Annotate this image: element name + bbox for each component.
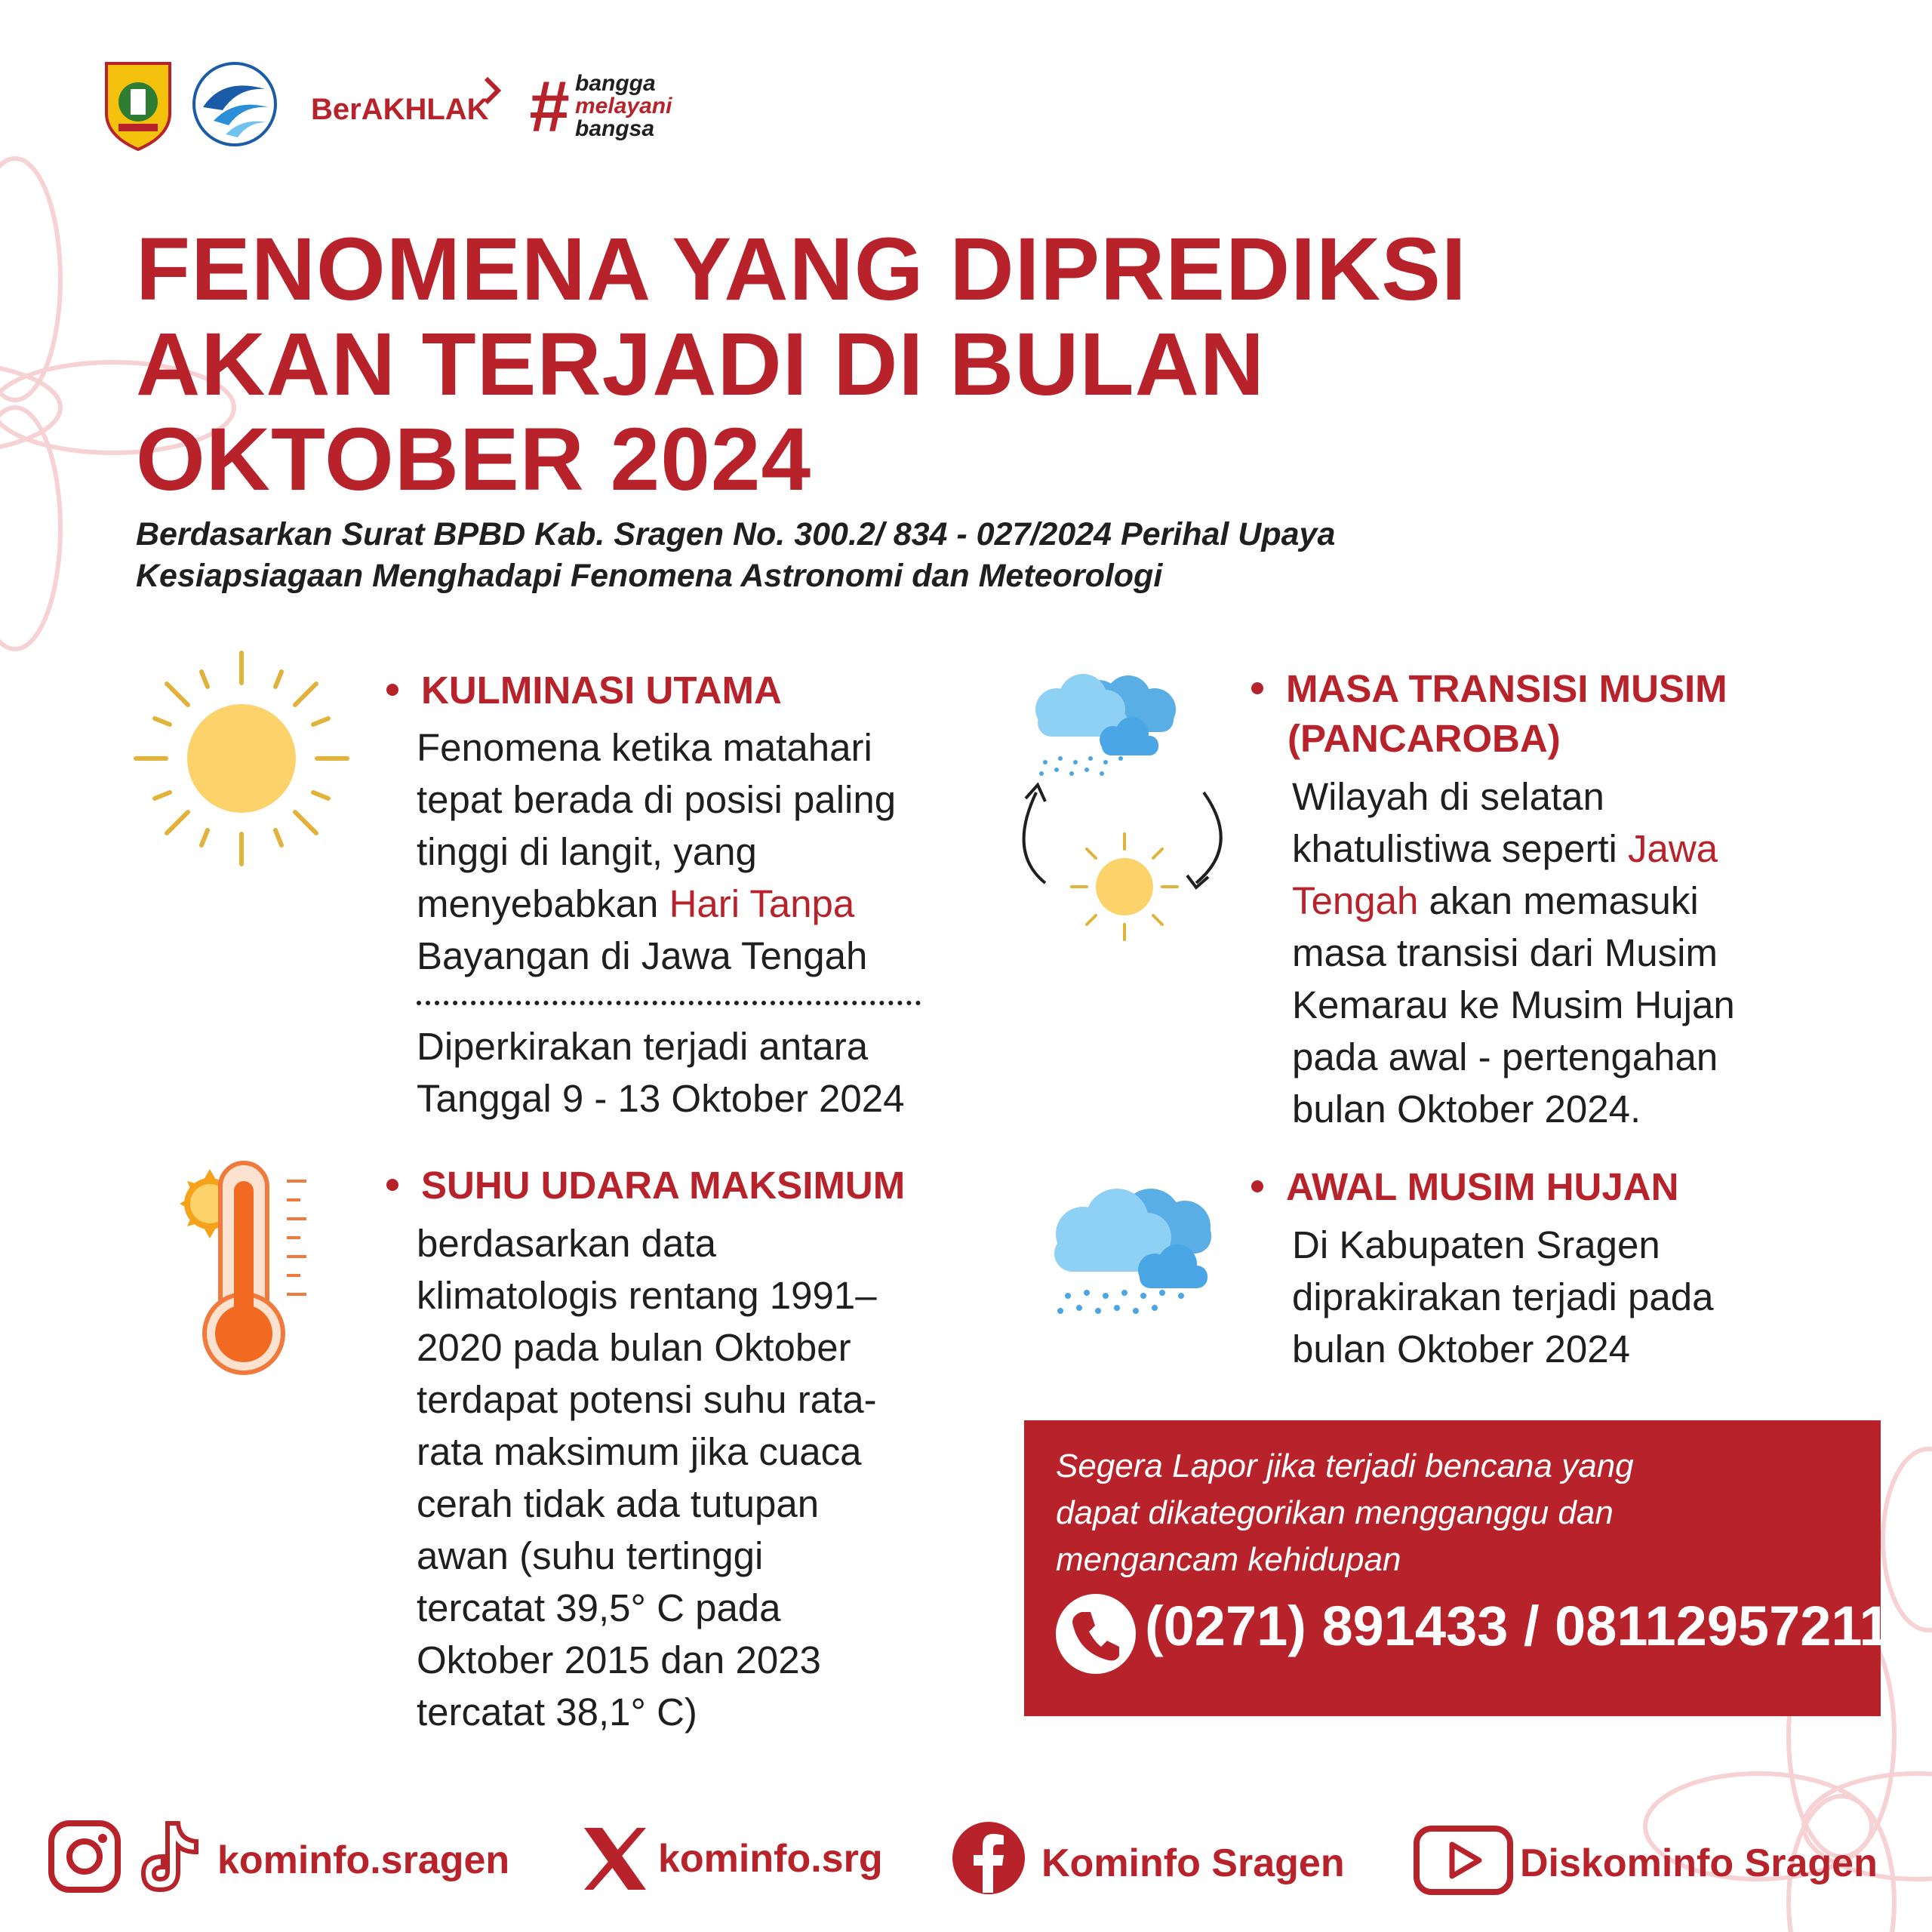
tagline-melayani: melayani: [575, 94, 672, 118]
facebook-handle[interactable]: Kominfo Sragen: [1041, 1841, 1345, 1885]
suhu-text-line-5: rata maksimum jika cuaca: [417, 1430, 862, 1473]
hotline-phone-number[interactable]: (0271) 891433 / 08112957211: [1145, 1595, 1890, 1657]
report-callout-box: [1024, 1420, 1890, 1716]
kulminasi-text-line-4: menyebabkan Hari Tanpa: [417, 882, 855, 925]
berakhlak-logo: BerAKHLAK: [311, 93, 489, 126]
bullet-icon: [1251, 1180, 1263, 1192]
tagline-bangga: bangga: [575, 71, 656, 96]
suhu-text-line-6: cerah tidak ada tutupan: [417, 1482, 820, 1525]
page-title-line-1: FENOMENA YANG DIPREDIKSI: [136, 220, 1467, 319]
kulminasi-date-line-1: Diperkirakan terjadi antara: [417, 1025, 869, 1068]
instagram-icon[interactable]: [47, 1819, 122, 1894]
subtitle-line-2: Kesiapsiagaan Menghadapi Fenomena Astronomi dan Meteorologi: [136, 558, 1163, 594]
phone-icon: [1056, 1594, 1136, 1674]
highlight-tengah: Tengah: [1292, 879, 1419, 922]
pancaroba-text-line-2: khatulistiwa seperti Jawa: [1292, 827, 1718, 870]
subtitle-line-1: Berdasarkan Surat BPBD Kab. Sragen No. 300.2/ 834 - 027/2024 Perihal Upaya: [136, 516, 1336, 552]
kulminasi-text-line-3: tinggi di langit, yang: [417, 830, 757, 873]
pancaroba-text-line-7: bulan Oktober 2024.: [1292, 1088, 1641, 1131]
pancaroba-text-line-1: Wilayah di selatan: [1292, 775, 1604, 818]
suhu-text-line-10: tercatat 38,1° C): [417, 1690, 697, 1734]
highlight-jawa: Jawa: [1628, 827, 1718, 870]
x-icon[interactable]: [581, 1825, 649, 1893]
suhu-text-line-7: awan (suhu tertinggi: [417, 1534, 764, 1577]
kulminasi-date-line-2: Tanggal 9 - 13 Oktober 2024: [417, 1077, 905, 1120]
suhu-text-line-8: tercatat 39,5° C pada: [417, 1586, 781, 1629]
youtube-handle[interactable]: Diskominfo Sragen: [1520, 1841, 1878, 1885]
callout-text-line-1: Segera Lapor jika terjadi bencana yang: [1056, 1447, 1634, 1484]
kulminasi-heading: KULMINASI UTAMA: [386, 666, 782, 715]
hashtag-logo: #: [528, 66, 569, 147]
hujan-heading: AWAL MUSIM HUJAN: [1251, 1162, 1678, 1212]
instagram-tiktok-handle[interactable]: kominfo.sragen: [217, 1838, 510, 1882]
youtube-icon[interactable]: [1413, 1825, 1514, 1896]
suhu-text-line-4: terdapat potensi suhu rata-: [417, 1378, 877, 1421]
pancaroba-heading-line-2: (PANCAROBA): [1287, 717, 1561, 760]
suhu-text-line-9: Oktober 2015 dan 2023: [417, 1638, 821, 1681]
pancaroba-text-line-3: Tengah akan memasuki: [1292, 879, 1699, 922]
sragen-regency-logo: [103, 60, 173, 151]
weather-cycle-icon: [1015, 664, 1226, 951]
suhu-text-line-3: 2020 pada bulan Oktober: [417, 1326, 851, 1369]
hujan-text-line-1: Di Kabupaten Sragen: [1292, 1223, 1660, 1266]
x-handle[interactable]: kominfo.srg: [658, 1837, 883, 1881]
kulminasi-text-line-5: Bayangan di Jawa Tengah: [417, 934, 868, 977]
facebook-icon[interactable]: [951, 1820, 1026, 1896]
rain-cloud-icon: [1038, 1174, 1219, 1324]
hujan-text-line-3: bulan Oktober 2024: [1292, 1327, 1630, 1371]
page-title-line-3: OKTOBER 2024: [136, 410, 812, 509]
highlight-hari-tanpa: Hari Tanpa: [669, 882, 855, 925]
kulminasi-text-line-2: tepat berada di posisi paling: [417, 778, 897, 821]
suhu-heading: SUHU UDARA MAKSIMUM: [386, 1161, 905, 1211]
pancaroba-text-line-6: pada awal - pertengahan: [1292, 1035, 1718, 1078]
suhu-text-line-1: berdasarkan data: [417, 1222, 716, 1265]
hujan-text-line-2: diprakirakan terjadi pada: [1292, 1275, 1714, 1318]
suhu-text-line-2: klimatologis rentang 1991–: [417, 1274, 877, 1317]
tagline-bangsa: bangsa: [575, 116, 655, 141]
bullet-icon: [386, 684, 398, 696]
callout-text-line-3: mengancam kehidupan: [1056, 1541, 1401, 1578]
kominfo-logo: [192, 62, 277, 146]
sun-icon: [132, 649, 351, 868]
pancaroba-text-line-4: masa transisi dari Musim: [1292, 931, 1718, 974]
tiktok-icon[interactable]: [134, 1817, 204, 1896]
berakhlak-chevron-icon: [481, 75, 503, 106]
pancaroba-text-line-5: Kemarau ke Musim Hujan: [1292, 983, 1735, 1026]
thermometer-icon: [174, 1158, 325, 1377]
bullet-icon: [1251, 682, 1263, 694]
bullet-icon: [386, 1179, 398, 1191]
kulminasi-text-line-1: Fenomena ketika matahari: [417, 726, 872, 769]
page-title-line-2: AKAN TERJADI DI BULAN: [136, 315, 1265, 414]
pancaroba-heading-line-1: MASA TRANSISI MUSIM: [1251, 664, 1727, 714]
callout-text-line-2: dapat dikategorikan mengganggu dan: [1056, 1494, 1614, 1531]
dotted-divider: [417, 1001, 921, 1005]
